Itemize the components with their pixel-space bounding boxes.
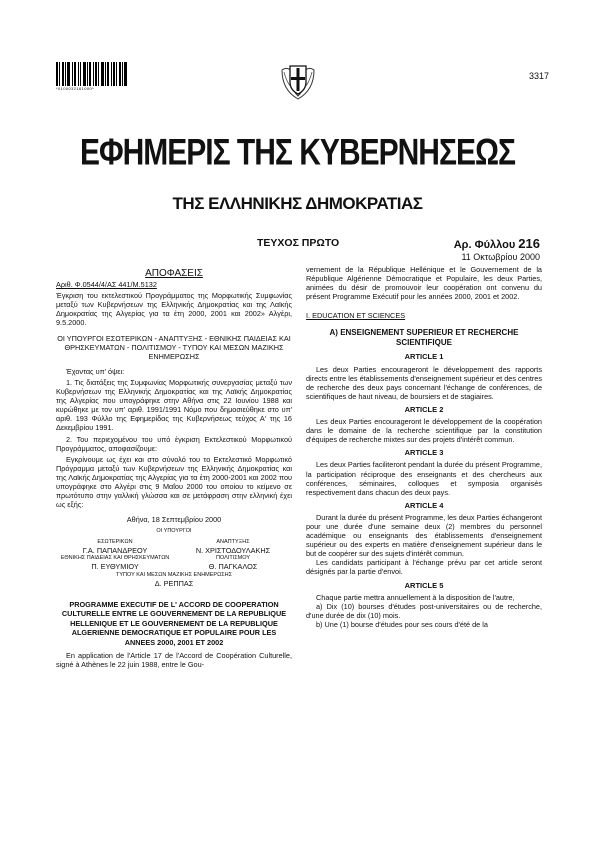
issue-label: ΤΕΥΧΟΣ ΠΡΩΤΟ — [257, 237, 340, 249]
article-1-text: Les deux Parties encourageront le développement des rapports directs entre les établissements d'enseignement supérieur et des centres de recherche des deux pays concernant l'échange de conférences, de scientifiques de haut niveau, de boursiers et de stagiaires. — [306, 364, 542, 401]
article-3-text: Les deux Parties faciliteront pendant la durée du présent Programme, la participation réciproque des enseignants et des chercheurs aux conférences, séminaires, colloques et symposia organisés respectivement dans chacun des deux pays. — [306, 460, 542, 497]
article-5-title: ARTICLE 5 — [404, 580, 444, 590]
signature-names-1 — [56, 546, 292, 555]
subsection-higher-education: A) ENSEIGNEMENT SUPERIEUR ET RECHERCHE SCIENTIFIQUE — [329, 328, 519, 348]
ministers-heading: ΟΙ ΥΠΟΥΡΓΟΙ ΕΣΩΤΕΡΙΚΩΝ - ΑΝΑΠΤΥΞΗΣ - ΕΘΝΙΚΗΣ ΠΑΙΔΕΙΑΣ ΚΑΙ ΘΡΗΣΚΕΥΜΑΤΩΝ - ΠΟΛΙΤΙΣΜΟΥ - ΤΥΠΟΥ ΚΑΙ ΜΕΣΩΝ ΜΑΖΙΚΗΣ ΕΝΗΜΕΡΩΣΗΣ — [57, 333, 291, 361]
barcode — [56, 62, 142, 92]
signature-name-reppas: Δ. ΡΕΠΠΑΣ — [154, 578, 194, 588]
signature-role-press: ΤΥΠΟΥ ΚΑΙ ΜΕΣΩΝ ΜΑΖΙΚΗΣ ΕΝΗΜΕΡΩΣΗΣ — [116, 571, 232, 578]
signature-role-interior: ΕΣΩΤΕΡΙΚΩΝ — [97, 539, 133, 546]
sheet-number — [454, 236, 540, 251]
paragraph-3: Εγκρίνουμε ως έχει και στο σύνολό του το Εκτελεστικό Μορφωτικό Πρόγραμμα μεταξύ των Κυβερνήσεων της Ελληνικής Δημοκρατίας και της Λαϊκής Δημοκρατίας της Αλγερίας για τα έτη 2000-2001 και 2002 που υπογράφηκε στο Αλγέρι στις 9 Μαΐου 2000 του οποίου το κείμενο σε πρωτότυπο στην γαλλική γλώσσα και σε μετάφραση στην ελληνική έχει ως εξής: — [56, 454, 292, 510]
signature-name-efthymiou: Π. ΕΥΘΥΜΙΟΥ — [91, 562, 139, 572]
signature-names-2 — [56, 562, 292, 571]
article-3-title: ARTICLE 3 — [404, 448, 444, 458]
article-2-title: ARTICLE 2 — [404, 404, 444, 414]
signature-role-culture: ΠΟΛΙΤΙΣΜΟΥ — [216, 555, 250, 562]
section-education-sciences: I. EDUCATION ET SCIENCES — [306, 311, 406, 321]
decision-summary: Έγκριση του εκτελεστικού Προγράμματος της Μορφωτικής Συμφωνίας μεταξύ των Κυβερνήσεων της Ελληνικής Δημοκρατίας και της Λαϊκής Δημοκρατίας της Αλγερίας για τα έτη 2000, 2001 και 2002» Αλγέρι, 9.5.2000. — [56, 291, 292, 328]
signature-name-christodoulakis: Ν. ΧΡΙΣΤΟΔΟΥΛΑΚΗΣ — [195, 546, 271, 556]
barcode-number: *0100032161000* — [56, 86, 95, 91]
sheet-number-value: 216 — [518, 236, 540, 251]
article-5-item-b: b) Une (1) bourse d'études pour ses cours d'été de la — [316, 619, 488, 629]
article-1-title: ARTICLE 1 — [404, 352, 444, 362]
programme-title: PROGRAMME EXECUTIF DE L' ACCORD DE COOPERATION CULTURELLE ENTRE LE GOUVERNEMENT DE LA REPUBLIQUE HELLENIQUE ET LE GOUVERNEMENT DE LA REPUBLIQUE ALGERIENNE DEMOCRATIQUE ET POPULAIRE POUR LES ANNEES 2000, 2001 ET 2002 — [61, 599, 287, 647]
left-column — [56, 265, 292, 669]
programme-intro: En application de l'Article 17 de l'Accord de Coopération Culturelle, signé à Athènes le 22 juin 1988, entre le Gou- — [56, 651, 292, 670]
issue-date: 11 Οκτωβρίου 2000 — [461, 252, 540, 262]
decision-reference: Αριθ. Φ.0544/4/ΑΣ 441/Μ.5132 — [56, 280, 157, 290]
gazette-title: ΕΦΗΜΕΡΙΣ ΤΗΣ ΚΥΒΕΡΝΗΣΕΩΣ — [79, 131, 516, 173]
article-5-text: Chaque partie mettra annuellement à la disposition de l'autre, — [316, 592, 515, 602]
signature-row-1 — [56, 539, 292, 546]
page-number: 3317 — [528, 71, 549, 81]
article-4-text-2: Les candidats participant à l'échange prévu par cet article seront désignés par la partie d'envoi. — [306, 558, 542, 577]
signature-row-2 — [56, 555, 292, 562]
sheet-label: Αρ. Φύλλου — [453, 239, 516, 251]
signature-name-papandreou: Γ.Α. ΠΑΠΑΝΔΡΕΟΥ — [82, 546, 148, 556]
section-title-decisions: ΑΠΟΦΑΣΕΙΣ — [145, 268, 203, 279]
greek-coat-of-arms-icon — [278, 60, 318, 100]
paragraph-1: 1. Τις διατάξεις της Συμφωνίας Μορφωτικής συνεργασίας μεταξύ των Κυβερνήσεων της Ελληνικής Δημοκρατίας και της Λαϊκής Δημοκρατίας της Αλγερίας που υπογράφηκε στην Αθήνα στις 22 Ιουνίου 1988 και κυρώθηκε με τον υπ' αριθ. 1991/1991 Νόμο που δημοσιεύθηκε στο υπ' αριθ. 193 Φύλλο της Εφημερίδας της Κυβερνήσεως τεύχος Α' της 16 Δεκεμβρίου 1991. — [56, 377, 292, 433]
right-column — [306, 265, 542, 629]
article-2-text: Les deux Parties encourageront le développement de la coopération dans le domaine de la recherche scientifique par la constitution d'équipes de recherche mixtes sur des projets d'intérêt commun. — [306, 417, 542, 445]
signature-role-development: ΑΝΑΠΤΥΞΗΣ — [216, 539, 250, 546]
article-5-item-a: a) Dix (10) bourses d'études post-universitaires ou de recherche, d'une durée de dix (10) mois. — [306, 601, 542, 620]
barcode-bars — [56, 62, 142, 86]
gazette-subtitle: ΤΗΣ ΕΛΛΗΝΙΚΗΣ ΔΗΜΟΚΡΑΤΙΑΣ — [172, 194, 423, 213]
signature-name-pangalos: Θ. ΠΑΓΚΑΛΟΣ — [208, 562, 258, 572]
paragraph-2: 2. Του περιεχομένου του υπό έγκριση Εκτελεστικού Μορφωτικού Προγράμματος, αποφασίζουμε: — [56, 434, 292, 453]
signature-role-education: ΕΘΝΙΚΗΣ ΠΑΙΔΕΙΑΣ ΚΑΙ ΘΡΗΣΚΕΥΜΑΤΩΝ — [60, 555, 170, 562]
having-regard: Έχοντας υπ' όψει: — [66, 366, 125, 376]
programme-intro-continued: vernement de la République Hellénique et le Gouvernement de la République Algérienne Démocratique et Populaire, les deux Parties, animées du désir de promouvoir leur coopération ont convenu du présent Programme Exécutif pour les années 2000, 2001 et 2002. — [306, 265, 542, 302]
place-date: Αθήνα, 18 Σεπτεμβρίου 2000 — [126, 515, 222, 525]
article-4-title: ARTICLE 4 — [404, 500, 444, 510]
article-4-text: Durant la durée du présent Programme, les deux Parties échangeront pour une durée d'une semaine deux (2) membres du personnel académique ou enseignants des établissements d'enseignement supérieur ou des experts en matière d'enseignement supérieur dans le but de coopérer sur des sujets d'intérêt commun. — [306, 512, 542, 559]
ministers-label: ΟΙ ΥΠΟΥΡΓΟΙ — [156, 528, 192, 535]
